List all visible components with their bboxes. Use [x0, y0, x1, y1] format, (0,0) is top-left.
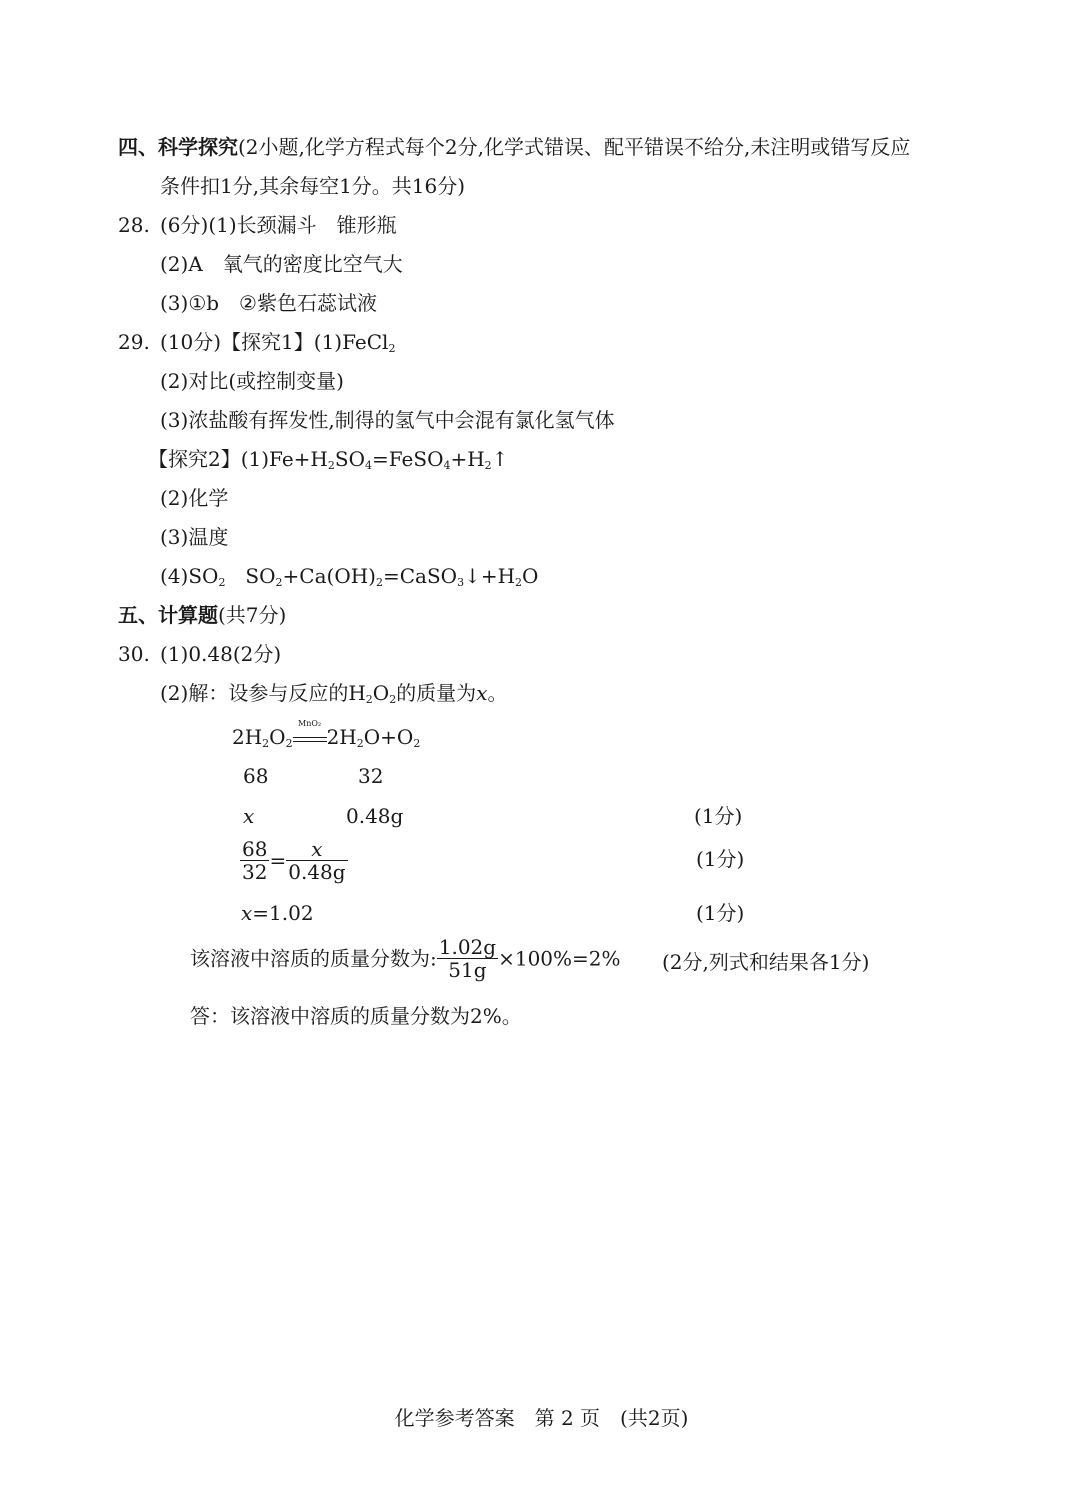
fraction-102-51: $\frac{1.02g}{51g}$: [438, 935, 497, 982]
section4-desc: (2小题,化学方程式每个2分,化学式错误、配平错误不给分,未注明或错写反应: [238, 135, 911, 159]
q30-line2: (2)解：设参与反应的$H_2O_2$的质量为x。: [160, 681, 508, 706]
page-footer: 化学参考答案 第 2 页 (共2页): [394, 1406, 689, 1430]
final-answer: 答：该溶液中溶质的质量分数为2%。: [190, 1004, 522, 1028]
unknown-x: x: [243, 804, 255, 828]
q30-number: 30.: [118, 642, 150, 666]
q29-line1: (10分)【探究1】(1)FeCl$_2$: [160, 330, 396, 355]
points-3: (1分): [696, 901, 745, 925]
molar-mass-h2o2: 68: [243, 764, 269, 788]
section4-heading: [118, 134, 910, 160]
fraction-68-32: $\frac{68}{32}$: [242, 837, 268, 884]
points-2: (1分): [696, 847, 745, 871]
section5-heading: [118, 602, 286, 628]
molar-mass-o2: 32: [358, 764, 384, 788]
section4-desc-line2: 条件扣1分,其余每空1分。共16分): [160, 174, 466, 198]
q29-line7: $(4)SO_2$ $SO_2+Ca(OH)_2=CaSO_3↓+H_2O$: [160, 564, 539, 589]
reaction-condition-sign: MnO₂: [293, 731, 327, 747]
q29-line4: 【探究2】$(1)Fe+H_2SO_4=FeSO_4+H_2↑$: [148, 447, 509, 472]
points-1: (1分): [694, 804, 743, 828]
result-line: x=1.02: [241, 901, 314, 925]
q29-number: 29.: [118, 330, 150, 354]
q28-line2: (2)A 氧气的密度比空气大: [160, 252, 403, 276]
q28-number: 28.: [118, 213, 150, 237]
points-4: (2分,列式和结果各1分): [662, 950, 870, 974]
chemical-equation: $2H_2O_2$ MnO₂ $2H_2O+O_2$: [232, 718, 421, 750]
proportion-equation: $\frac{68}{32}$ = $\frac{x}{0.48g}$: [242, 837, 346, 884]
mass-fraction-line: 该溶液中溶质的质量分数为: $\frac{1.02g}{51g}$ ×100%=2%: [190, 935, 621, 982]
oxygen-mass: 0.48g: [346, 804, 404, 828]
section5-desc: (共7分): [218, 603, 287, 627]
q29-line5: (2)化学: [160, 486, 229, 510]
q30-line1: (1)0.48(2分): [160, 642, 282, 666]
section5-title: 五、计算题: [118, 603, 218, 627]
fraction-x-048: $\frac{x}{0.48g}$: [288, 837, 346, 884]
q29-line3: (3)浓盐酸有挥发性,制得的氢气中会混有氯化氢气体: [160, 408, 615, 432]
q28-line1: (6分)(1)长颈漏斗 锥形瓶: [160, 213, 397, 237]
q28-line3: (3)①b ②紫色石蕊试液: [160, 291, 377, 315]
section4-title: 四、科学探究: [118, 135, 238, 159]
q29-line2: (2)对比(或控制变量): [160, 369, 344, 393]
q29-line6: (3)温度: [160, 525, 229, 549]
